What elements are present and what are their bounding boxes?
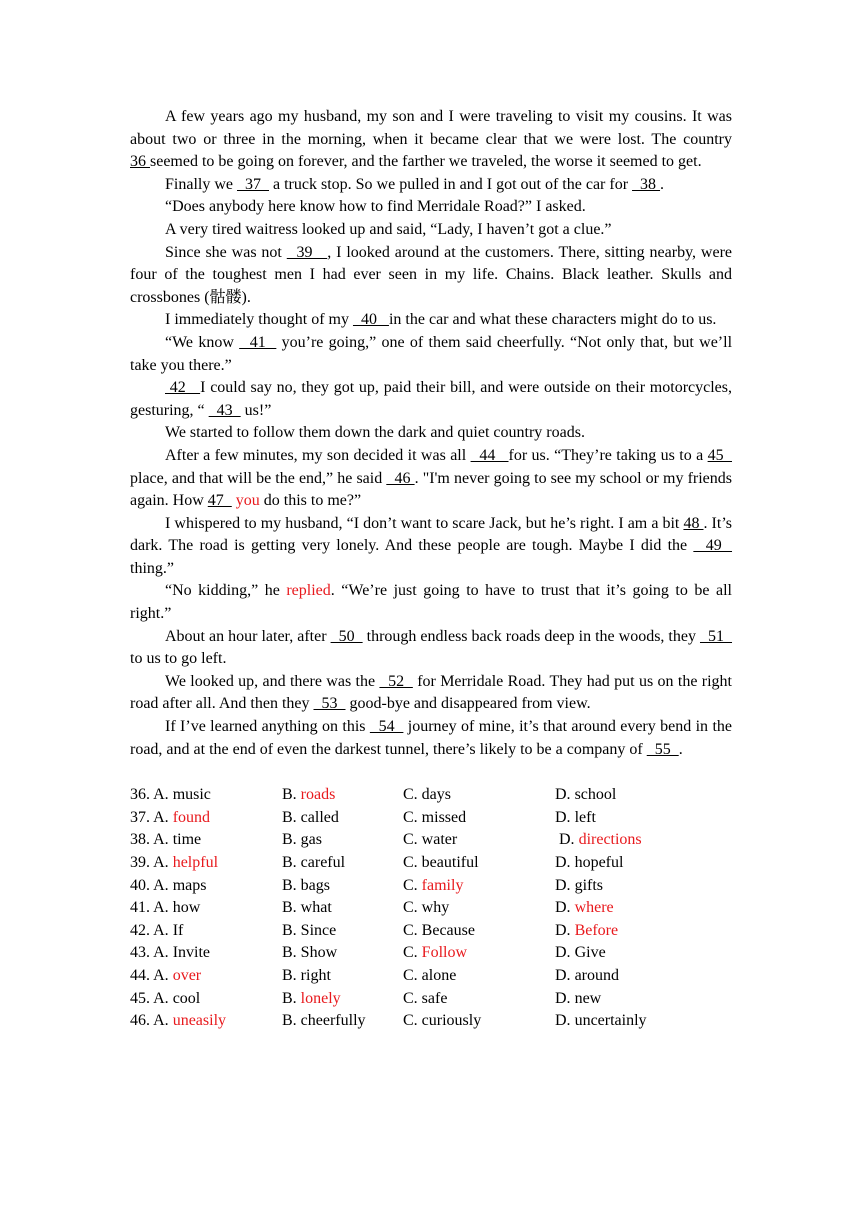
option-a: 40. A. maps (130, 876, 207, 894)
question-number: 41. (130, 899, 150, 917)
blank-number: 48 (683, 514, 704, 532)
option-text: around (574, 966, 619, 984)
option-text: beautiful (421, 854, 479, 871)
paragraph (130, 219, 732, 242)
option-d: D. gifts (555, 876, 604, 894)
text-segment: for Merridale Road. They had put us on the right road after all. And then they (130, 672, 732, 713)
blank-number: 49 (693, 537, 733, 555)
option-c: C. safe (403, 989, 448, 1007)
text-segment: About an hour later, after (165, 627, 331, 645)
option-b: B. what (282, 899, 332, 917)
text-segment: I could say no, they got up, paid their bill, and were outside on their motorcycles, gesturing, “ (130, 379, 732, 419)
option-b: B. careful (282, 854, 346, 871)
option-text: Since (300, 921, 337, 939)
option-a: 44. A. over (130, 966, 202, 984)
option-text: directions (578, 831, 642, 849)
blank-number: 39 (286, 243, 328, 261)
blank-number: 51 (699, 627, 733, 645)
question-number: 46. (130, 1012, 150, 1030)
paragraph (130, 242, 732, 310)
option-b: B. bags (282, 876, 330, 894)
text-segment: . "I'm never going to see my school or my friends again. How (130, 469, 732, 510)
blank-number: 50 (330, 627, 363, 645)
option-c: C. why (403, 899, 450, 917)
option-d: D. Before (555, 921, 619, 939)
text-segment: . It’s dark. The road is getting very lonely. And these people are tough. Maybe I did the (130, 514, 733, 555)
option-text: curiously (421, 1012, 482, 1030)
paragraph (130, 513, 732, 581)
option-text: helpful (172, 854, 219, 871)
text-segment: you’re going,” one of them said cheerfully. “Not only that, but we’ll take you there.” (130, 333, 733, 374)
option-row (130, 875, 732, 898)
option-row (130, 784, 732, 807)
paragraph (130, 106, 732, 174)
option-b: B. Show (282, 944, 338, 962)
paragraph (130, 626, 732, 671)
blank-number: 47 (207, 492, 232, 510)
option-text: gas (300, 831, 322, 849)
text-segment: A very tired waitress looked up and said, “Lady, I haven’t got a clue.” (165, 220, 612, 238)
option-c: C. beautiful (403, 854, 479, 871)
option-d: D. left (555, 808, 596, 826)
text-segment: If I’ve learned anything on this (165, 718, 370, 736)
text-segment: We looked up, and there was the (165, 672, 380, 690)
option-text: maps (172, 876, 207, 894)
paragraph (130, 445, 732, 513)
option-text: days (421, 786, 451, 804)
option-text: roads (300, 786, 336, 804)
text-segment: us!” (240, 401, 272, 419)
cloze-passage (130, 106, 732, 761)
option-text: over (172, 966, 202, 984)
option-row (130, 829, 732, 852)
option-a: 36. A. music (130, 786, 211, 804)
option-c: C. curiously (403, 1012, 482, 1030)
text-segment: . (678, 740, 683, 758)
option-a: 41. A. how (130, 899, 201, 917)
blank-number: 55 (646, 740, 679, 758)
paragraph (130, 671, 732, 716)
text-segment: Since she was not (165, 243, 287, 261)
option-b: B. gas (282, 831, 322, 849)
blank-number: 41 (239, 333, 277, 351)
paragraph (130, 332, 732, 377)
option-row (130, 1010, 732, 1033)
option-b: B. right (282, 966, 331, 984)
option-text: uneasily (172, 1012, 227, 1030)
option-a: 45. A. cool (130, 989, 201, 1007)
paragraph (130, 716, 732, 761)
option-text: If (172, 921, 184, 939)
text-segment: “Does anybody here know how to find Merridale Road?” I asked. (165, 198, 586, 216)
option-a: 43. A. Invite (130, 944, 211, 962)
option-text: uncertainly (574, 1012, 647, 1030)
option-d: D. where (555, 899, 614, 917)
blank-number: 38 (632, 175, 661, 193)
option-text: Invite (172, 944, 211, 962)
blank-number: 54 (369, 718, 404, 736)
text-segment: I whispered to my husband, “I don’t want to scare Jack, but he’s right. I am a bit (165, 514, 684, 532)
option-text: left (574, 808, 596, 826)
text-segment: good-bye and disappeared from view. (345, 695, 591, 713)
question-number: 38. (130, 831, 150, 849)
option-text: Because (421, 921, 475, 939)
option-b: B. Since (282, 921, 337, 939)
text-segment: thing.” (130, 559, 174, 577)
question-number: 45. (130, 989, 150, 1007)
text-segment: place, and that will be the end,” he said (130, 469, 387, 487)
question-number: 44. (130, 966, 150, 984)
option-text: where (574, 899, 614, 917)
option-b: B. cheerfully (282, 1012, 366, 1030)
question-number: 42. (130, 921, 150, 939)
option-d: D. around (555, 966, 619, 984)
option-a: 46. A. uneasily (130, 1012, 227, 1030)
question-number: 43. (130, 944, 150, 962)
option-row (130, 920, 732, 943)
option-b: B. lonely (282, 989, 341, 1007)
option-d: D. directions (559, 831, 642, 849)
option-text: school (574, 786, 617, 804)
option-text: gifts (574, 876, 604, 894)
blank-number: 45 (707, 446, 732, 464)
option-c: C. Because (403, 921, 475, 939)
option-a: 37. A. found (130, 808, 211, 826)
option-c: C. missed (403, 808, 467, 826)
option-row (130, 942, 732, 965)
blank-number: 43 (208, 401, 241, 419)
highlighted-word: you (235, 492, 260, 510)
option-d: D. uncertainly (555, 1012, 647, 1030)
blank-number: 46 (386, 469, 415, 487)
option-b: B. called (282, 808, 339, 826)
highlighted-word: replied (286, 582, 331, 600)
paragraph (130, 422, 732, 445)
text-segment: for us. “They’re taking us to a (508, 446, 708, 464)
document-page (130, 106, 732, 1033)
blank-number: 53 (313, 695, 346, 713)
option-text: found (172, 808, 211, 826)
text-segment: journey of mine, it’s that around every bend in the road, and at the end of even the darkest tunnel, there’s likely to be a company of (130, 718, 732, 758)
option-text: music (172, 786, 211, 804)
blank-number: 37 (237, 175, 269, 193)
option-b: B. roads (282, 786, 336, 804)
blank-number: 52 (379, 672, 413, 690)
paragraph (130, 377, 732, 422)
option-text: new (574, 989, 602, 1007)
question-number: 40. (130, 876, 150, 894)
question-number: 37. (130, 808, 150, 826)
option-row (130, 965, 732, 988)
option-text: what (300, 899, 332, 917)
question-number: 36. (130, 786, 150, 804)
text-segment: a truck stop. So we pulled in and I got out of the car for (269, 175, 633, 193)
option-row (130, 897, 732, 920)
option-text: cool (172, 989, 201, 1007)
option-d: D. hopeful (555, 854, 624, 871)
option-text: hopeful (574, 854, 624, 871)
option-text: Show (300, 944, 338, 962)
option-text: cheerfully (300, 1012, 366, 1030)
paragraph (130, 196, 732, 219)
option-text: careful (300, 854, 346, 871)
option-text: Before (574, 921, 619, 939)
option-text: how (172, 899, 201, 917)
option-text: time (172, 831, 202, 849)
option-c: C. days (403, 786, 451, 804)
text-segment: through endless back roads deep in the woods, they (362, 627, 700, 645)
option-text: safe (421, 989, 448, 1007)
blank-number: 44 (470, 446, 509, 464)
option-c: C. water (403, 831, 458, 849)
option-text: water (421, 831, 458, 849)
text-segment: to us to go left. (130, 650, 227, 668)
option-a: 38. A. time (130, 831, 202, 849)
answer-options (130, 784, 732, 1033)
paragraph (130, 309, 732, 332)
option-text: Follow (421, 944, 468, 962)
text-segment: “We know (165, 333, 240, 351)
option-text: lonely (300, 989, 341, 1007)
option-text: missed (421, 808, 467, 826)
text-segment: in the car and what these characters might do to us. (388, 311, 717, 329)
option-d: D. school (555, 786, 617, 804)
paragraph (130, 580, 732, 625)
text-segment: “No kidding,” he (165, 582, 287, 600)
text-segment: After a few minutes, my son decided it was all (165, 446, 471, 464)
option-c: C. Follow (403, 944, 468, 962)
text-segment: seemed to be going on forever, and the farther we traveled, the worse it seemed to get. (150, 153, 702, 171)
text-segment: do this to me?” (259, 492, 362, 510)
option-c: C. family (403, 876, 464, 894)
option-text: alone (421, 966, 457, 984)
text-segment: . “We’re just going to have to trust that it’s going to be all right.” (130, 582, 733, 623)
question-number: 39. (130, 854, 150, 871)
text-segment: . (660, 175, 665, 193)
text-segment: I immediately thought of my (165, 311, 353, 329)
blank-number: 36 (130, 153, 150, 171)
option-text: right (300, 966, 331, 984)
option-text: why (421, 899, 450, 917)
option-text: called (300, 808, 339, 826)
blank-number: 42 (165, 379, 201, 397)
option-text: Give (574, 944, 606, 962)
option-c: C. alone (403, 966, 457, 984)
option-a: 39. A. helpful (130, 854, 219, 871)
option-d: D. Give (555, 944, 606, 962)
text-segment: Finally we (165, 175, 237, 193)
option-text: bags (300, 876, 330, 894)
option-text: family (421, 876, 464, 894)
option-row (130, 807, 732, 830)
paragraph (130, 174, 732, 197)
option-row (130, 852, 732, 875)
option-row (130, 988, 732, 1011)
text-segment: , I looked around at the customers. There, sitting nearby, were four of the toughest men I had ever seen in my life. Chains. Black leather. Skulls and crossbones (骷髅). (130, 243, 732, 306)
text-segment: A few years ago my husband, my son and I were traveling to visit my cousins. It was about two or three in the morning, when it became clear that we were lost. The country (130, 108, 732, 148)
blank-number: 40 (352, 311, 389, 329)
text-segment: We started to follow them down the dark and quiet country roads. (165, 424, 585, 442)
option-a: 42. A. If (130, 921, 184, 939)
option-d: D. new (555, 989, 602, 1007)
